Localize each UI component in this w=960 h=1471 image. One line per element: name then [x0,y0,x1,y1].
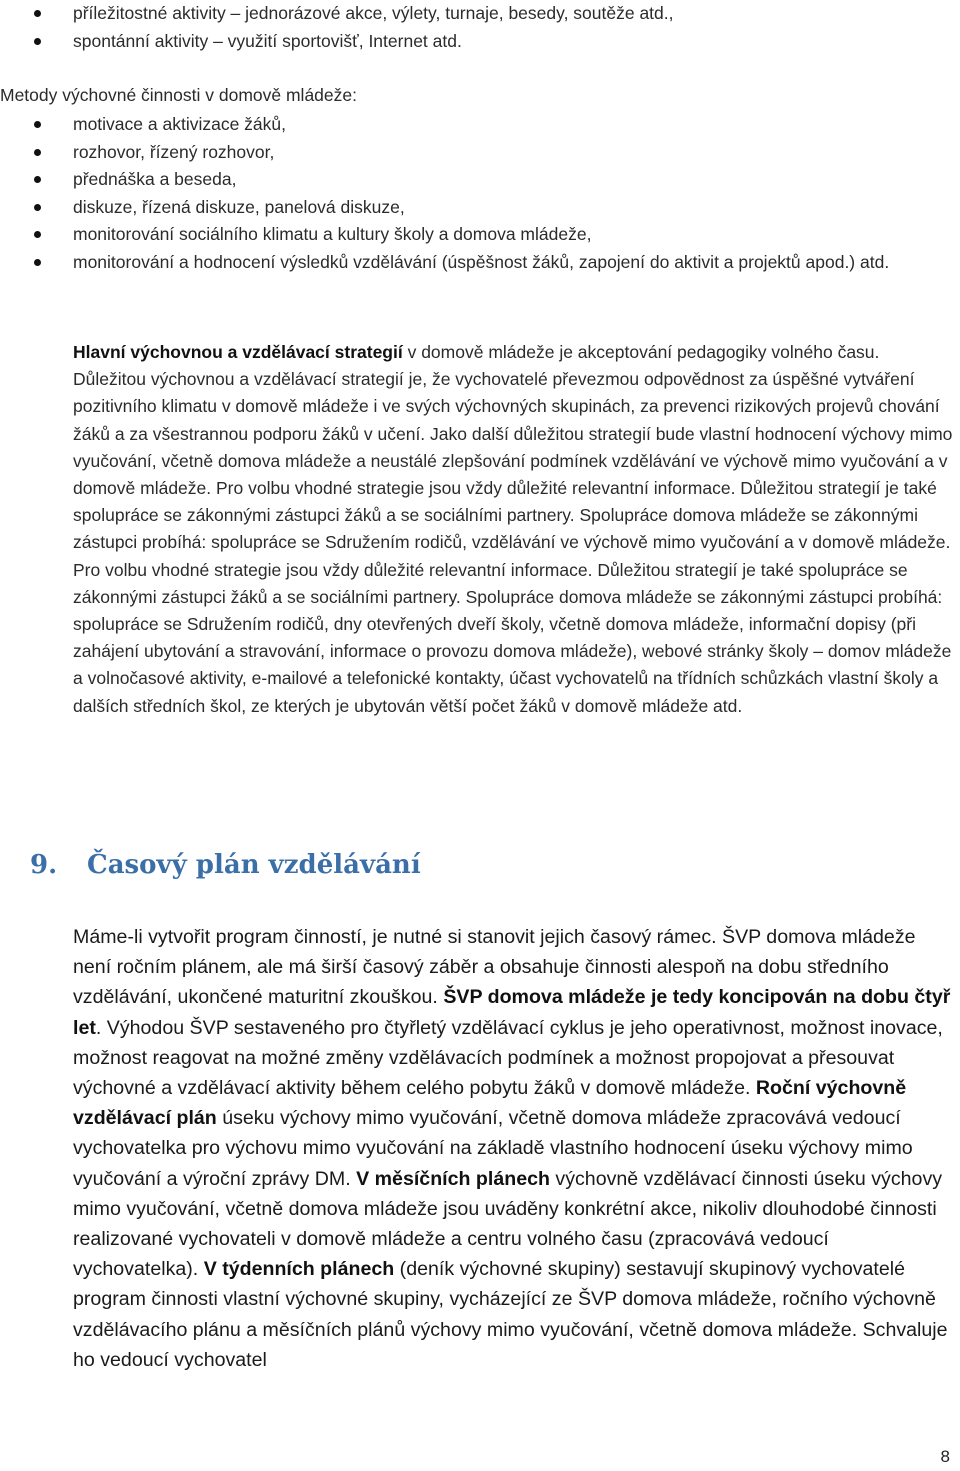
list-item: monitorování a hodnocení výsledků vzdělávání (úspěšnost žáků, zapojení do aktivit a projektů apod.) atd. [0,249,950,277]
plan-bold-4: V týdenních plánech [203,1258,395,1281]
plan-bold-2: Roční výchovně vzdělávací plán [73,1077,907,1130]
page-number: 8 [940,1447,950,1466]
methods-list [0,111,950,276]
list-item: monitorování sociálního klimatu a kultury školy a domova mládeže, [0,221,950,249]
list-item: přednáška a beseda, [0,166,950,194]
strategy-text: v domově mládeže je akceptování pedagogiky volného času. Důležitou výchovnou a vzdělávací strategií je, že vychovatelé převezmou odpovědnost za úspěšné vytváření pozitivního klimatu v domově mládeže i ve svých výchovných skupinách, za prevenci rizikových projevů chování žáků a za všestrannou podporu žáků v učení. Jako další důležitou strategií bude vlastní hodnocení výchovy mimo vyučování, včetně domova mládeže a neustálé zlepšování podmínek vzdělávání ve výchově mimo vyučování a v domově mládeže. Pro volbu vhodné strategie jsou vždy důležité relevantní informace. Důležitou strategií je také spolupráce se zákonnými zástupci žáků a se sociálními partnery. Spolupráce domova mládeže se zákonnými zástupci probíhá: spolupráce se Sdružením rodičů, vzdělávání ve výchově mimo vyučování a v domově mládeže. Pro volbu vhodné strategie jsou vždy důležité relevantní informace. Důležitou strategií je také spolupráce se zákonnými zástupci žáků a se sociálními partnery. Spolupráce domova mládeže se zákonnými zástupci probíhá: spolupráce se Sdružením rodičů, dny otevřených dveří školy, včetně domova mládeže, informační dopisy (při zahájení ubytování a stravování, informace o provozu domova mládeže), webové stránky školy – domov mládeže a volnočasové aktivity, e-mailové a telefonické kontakty, účast vychovatelů na třídních schůzkách vlastní školy a dalších středních škol, ze kterých je ubytován větší počet žáků v domově mládeže atd. [73,342,953,716]
list-item: rozhovor, řízený rozhovor, [0,139,950,167]
strategy-lead: Hlavní výchovnou a vzdělávací strategií [73,342,403,362]
list-item: spontánní aktivity – využití sportovišť, Internet atd. [0,28,950,56]
bullet-icon [34,231,41,238]
section-number: 9. [30,850,58,880]
activities-list [0,0,950,55]
bullet-icon [34,176,41,183]
plan-bold-1: ŠVP domova mládeže je tedy koncipován na dobu čtyř let [73,986,951,1039]
section-heading [30,850,421,880]
list-item: diskuze, řízená diskuze, panelová diskuze, [0,194,950,222]
strategy-paragraph [73,339,953,720]
plan-bold-3: V měsíčních plánech [356,1167,550,1190]
section-title: Časový plán vzdělávání [87,850,421,880]
plan-paragraph: Máme-li vytvořit program činností, je nutné si stanovit jejich časový rámec. ŠVP domova mládeže není ročním plánem, ale má širší časový záběr a obsahuje činnosti alespoň na dobu středního vzdělávání, ukončené maturitní zkouškou. ŠVP domova mládeže je tedy koncipován na dobu čtyř let. Výhodou ŠVP sestaveného pro čtyřletý vzdělávací cyklus je jeho operativnost, možnost inovace, možnost reagovat na možné změny vzdělávacích podmínek a možnost propojovat a přesouvat výchovné a vzdělávací aktivity během celého pobytu žáků v domově mládeže. Roční výchovně vzdělávací plán úseku výchovy mimo vyučování, včetně domova mládeže zpracovává vedoucí vychovatelka pro výchovu mimo vyučování na základě vlastního hodnocení úseku výchovy mimo vyučování a výroční zprávy DM. V měsíčních plánech výchovně vzdělávací činnosti úseku výchovy mimo vyučování, včetně domova mládeže jsou uváděny konkrétní akce, nikoliv dlouhodobé činnosti realizované vychovateli v domově mládeže a centru volného času (zpracovává vedoucí vychovatelka). V týdenních plánech (deník výchovné skupiny) sestavují skupinový vychovatelé program činnosti vlastní výchovné skupiny, vycházející ze ŠVP domova mládeže, ročního výchovně vzdělávacího plánu a měsíčních plánů výchovy mimo vyučování, včetně domova mládeže. Schvaluje ho vedoucí vychovatel [73,926,951,1371]
bullet-icon [34,149,41,156]
list-item: motivace a aktivizace žáků, [0,111,950,139]
list-item: příležitostné aktivity – jednorázové akce, výlety, turnaje, besedy, soutěže atd., [0,0,950,28]
bullet-icon [34,204,41,211]
methods-heading: Metody výchovné činnosti v domově mládeže: [0,85,357,105]
bullet-icon [34,10,41,17]
bullet-icon [34,38,41,45]
bullet-icon [34,121,41,128]
bullet-icon [34,259,41,266]
